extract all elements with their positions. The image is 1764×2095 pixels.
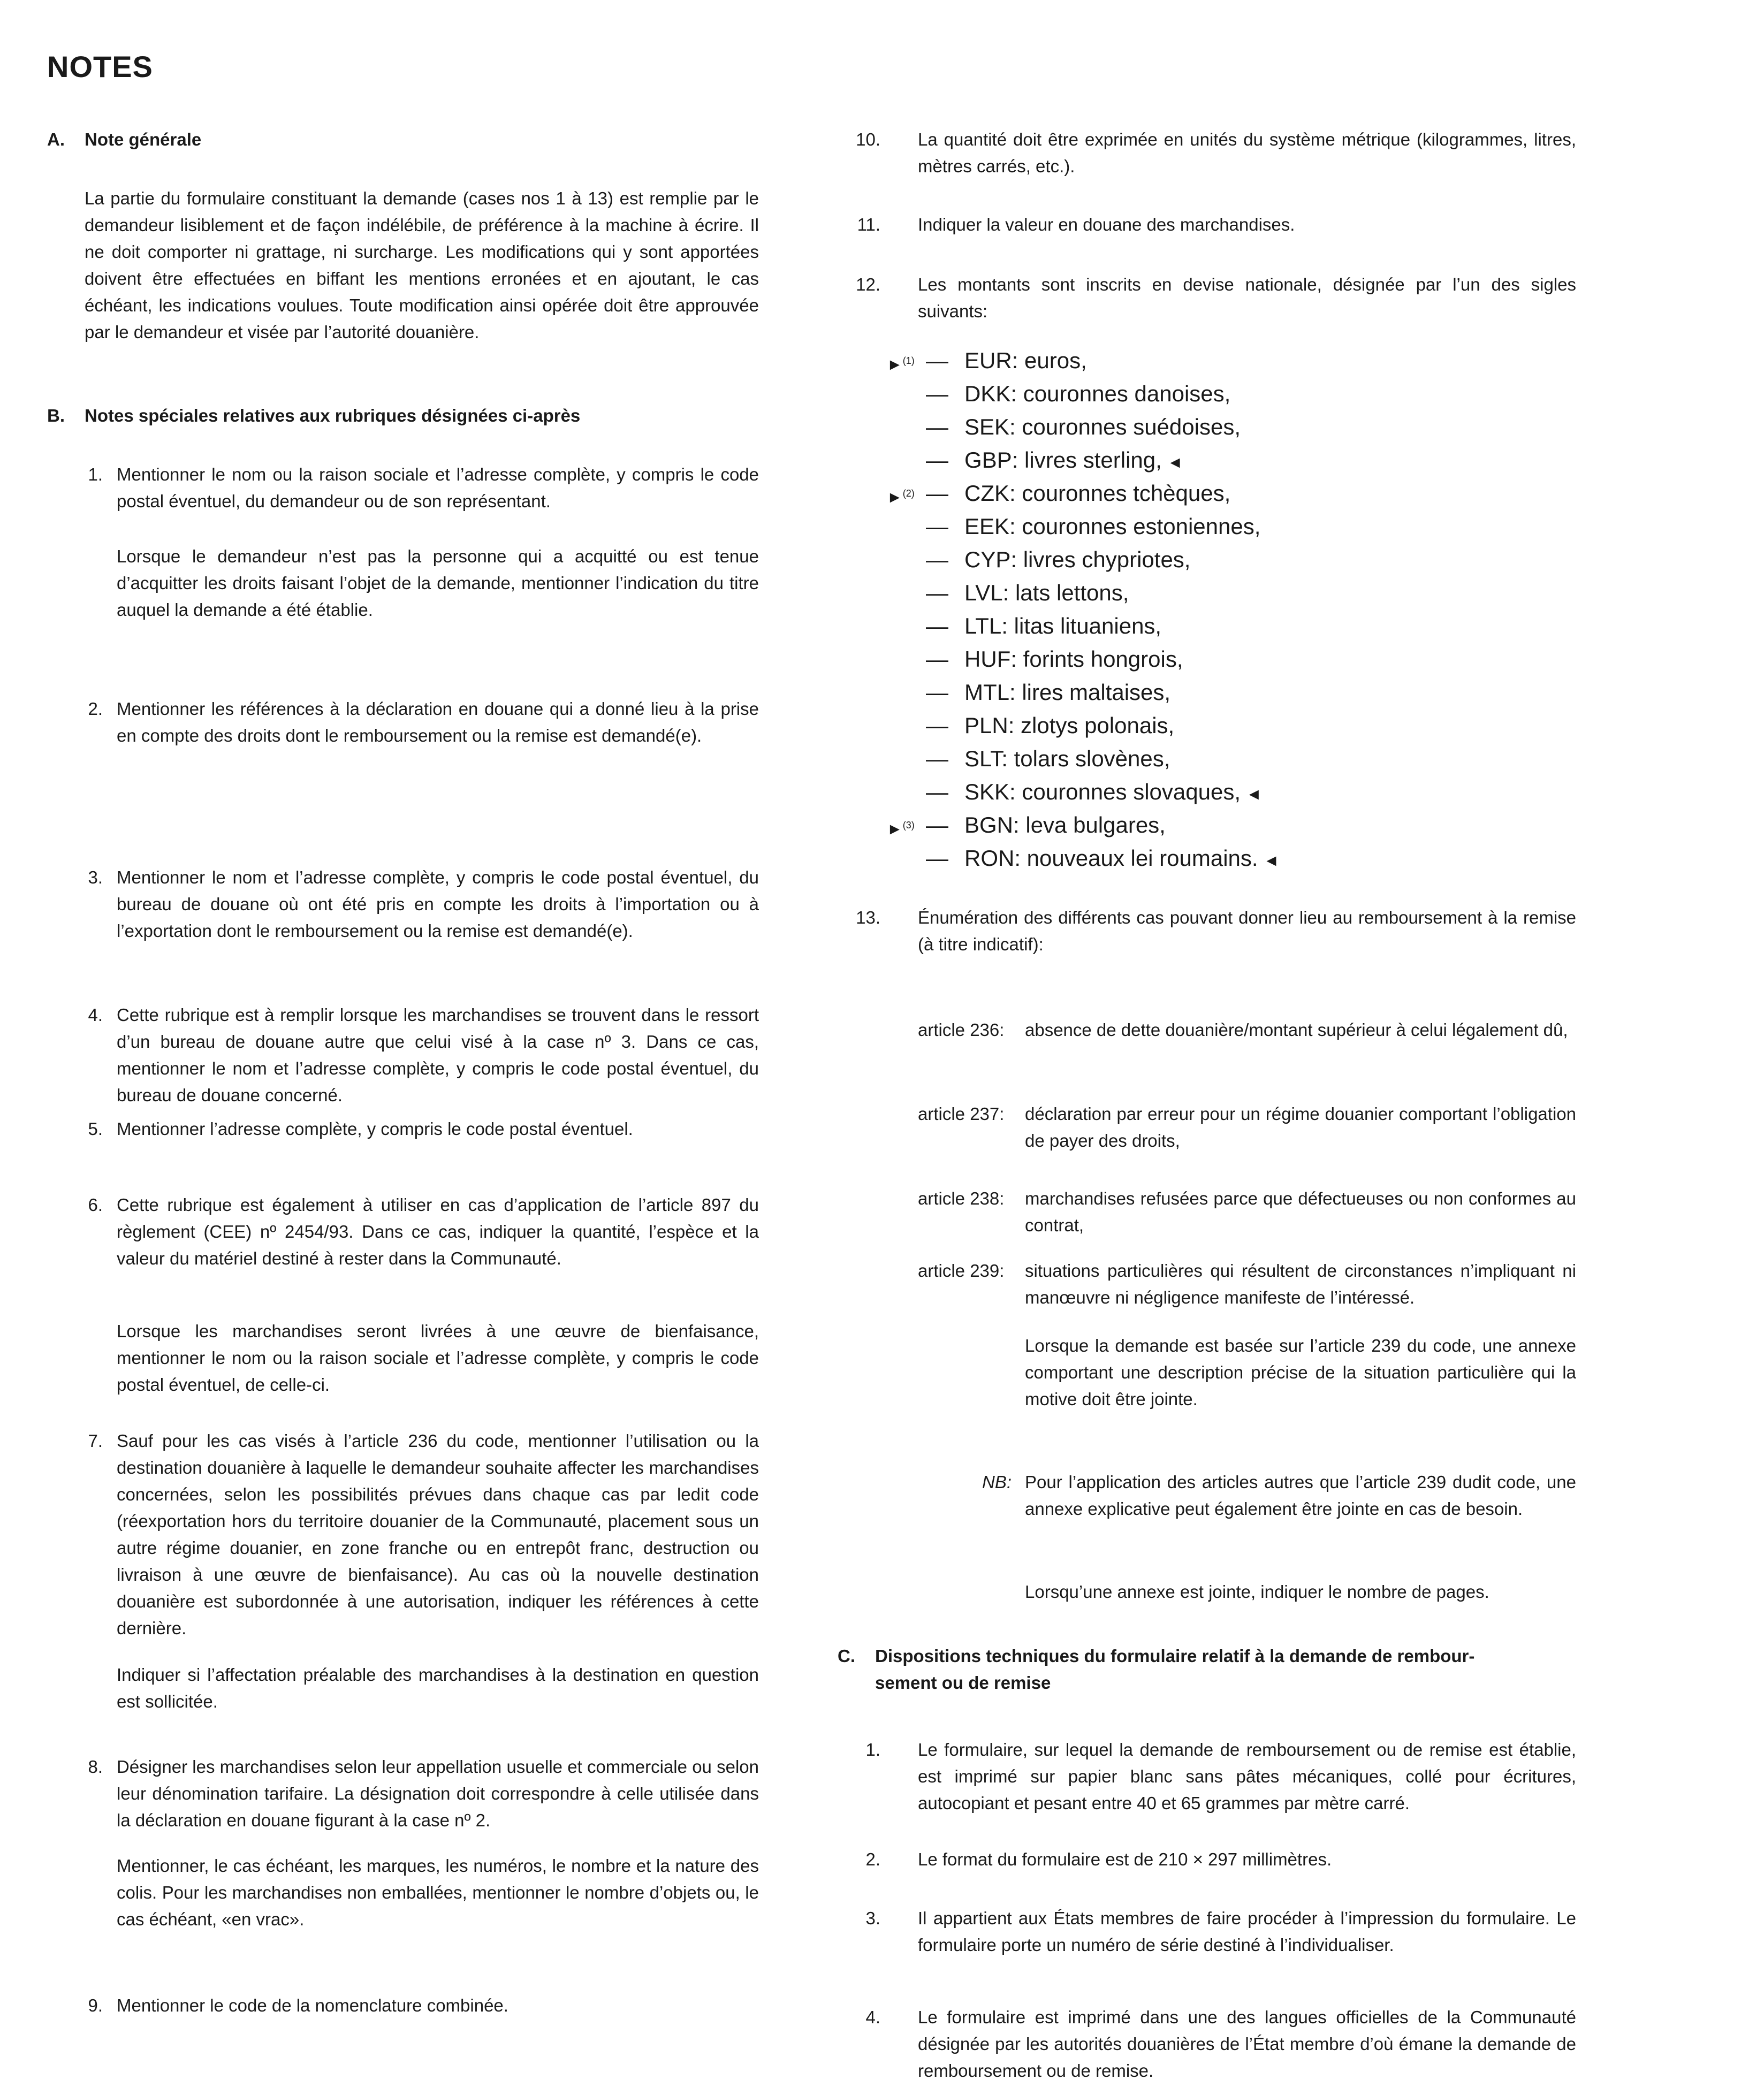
note-9-number: 9. bbox=[88, 1995, 103, 2015]
marker-footnote-ref: (3) bbox=[902, 820, 915, 831]
article-239-text: situations particulières qui résultent de circonstances n’impliquant ni manœuvre ni négligence manifeste de l’intéressé. bbox=[1025, 1261, 1576, 1307]
currency-dash: — bbox=[926, 812, 948, 837]
marker-footnote-ref: (2) bbox=[902, 488, 915, 499]
note-6-text: Cette rubrique est également à utiliser en cas d’application de l’article 897 du règlement (CEE) nº 2454/93. Dans ce cas, indiquer la quantité, l’espèce et la valeur du matériel destiné à rester dans la Communauté. bbox=[117, 1195, 759, 1268]
currency-dash: — bbox=[926, 580, 948, 605]
nb-text-2: Lorsqu’une annexe est jointe, indiquer le nombre de pages. bbox=[1025, 1582, 1489, 1602]
note-9-text: Mentionner le code de la nomenclature combinée. bbox=[117, 1995, 508, 2015]
section-a-text: La partie du formulaire constituant la demande (cases nos 1 à 13) est remplie par le demandeur lisiblement et de façon indélébile, de préférence à la machine à écrire. Il ne doit comporter ni grattage, ni surcharge. Les modifications qui y sont apportées doivent être effectuées en biffant les mentions erronées et en ajoutant, le cas échéant, les indications voulues. Toute modification ainsi opérée doit être approuvée par le demandeur et visée par l’autorité douanière. bbox=[85, 188, 759, 342]
article-237-label: article 237: bbox=[918, 1104, 1005, 1124]
currency-dash: — bbox=[926, 845, 948, 871]
note-8-number: 8. bbox=[88, 1757, 103, 1777]
currency-code: EEK: bbox=[964, 514, 1016, 539]
currency-item bbox=[926, 477, 1230, 510]
tech-1-text: Le formulaire, sur lequel la demande de remboursement ou de remise est établie, est imprimé sur papier blanc sans pâtes mécaniques, collé pour écritures, autocopiant et pesant entre 40 et 65 grammes par mètre carré. bbox=[918, 1740, 1576, 1813]
section-b-title: Notes spéciales relatives aux rubriques désignées ci-après bbox=[85, 406, 581, 425]
note-2-text: Mentionner les références à la déclaration en douane qui a donné lieu à la prise en compte des droits dont le remboursement ou la remise est demandé(e). bbox=[117, 699, 759, 745]
article-239-text-2: Lorsque la demande est basée sur l’article 239 du code, une annexe comportant une description précise de la situation particulière qui la motive doit être jointe. bbox=[1025, 1336, 1576, 1409]
nb-text: Pour l’application des articles autres que l’article 239 dudit code, une annexe explicative peut également être jointe en cas de besoin. bbox=[1025, 1472, 1576, 1519]
currency-item bbox=[926, 377, 1230, 410]
nb-label: NB: bbox=[982, 1472, 1012, 1492]
currency-code: RON: bbox=[964, 845, 1021, 871]
currency-dash: — bbox=[926, 547, 948, 572]
currency-code: SKK: bbox=[964, 779, 1016, 804]
note-12-number: 12. bbox=[856, 275, 880, 294]
note-1-text-2: Lorsque le demandeur n’est pas la personne qui a acquitté ou est tenue d’acquitter les droits faisant l’objet de la demande, mentionner l’indication du titre auquel la demande a été établie. bbox=[117, 546, 759, 620]
currency-dash: — bbox=[926, 613, 948, 638]
currency-item bbox=[926, 842, 1279, 878]
currency-item bbox=[926, 410, 1241, 444]
currency-code: PLN: bbox=[964, 713, 1015, 738]
note-7-number: 7. bbox=[88, 1431, 103, 1451]
note-4-number: 4. bbox=[88, 1005, 103, 1025]
article-237-text: déclaration par erreur pour un régime douanier comportant l’obligation de payer des droits, bbox=[1025, 1104, 1576, 1151]
note-7-text-2: Indiquer si l’affectation préalable des marchandises à la destination en question est sollicitée. bbox=[117, 1665, 759, 1711]
article-236-text: absence de dette douanière/montant supérieur à celui légalement dû, bbox=[1025, 1020, 1568, 1040]
note-12-text: Les montants sont inscrits en devise nationale, désignée par l’un des sigles suivants: bbox=[918, 275, 1576, 321]
amendment-end-marker-icon: ◄ bbox=[1246, 786, 1262, 803]
currency-dash: — bbox=[926, 646, 948, 672]
marker-arrow-icon: ► bbox=[887, 356, 903, 374]
currency-name: lires maltaises, bbox=[1022, 680, 1171, 705]
currency-name: lats lettons, bbox=[1015, 580, 1129, 605]
currency-dash: — bbox=[926, 414, 948, 439]
tech-2-text: Le format du formulaire est de 210 × 297 millimètres. bbox=[918, 1849, 1332, 1869]
marker-arrow-icon: ► bbox=[887, 820, 903, 838]
currency-item bbox=[926, 610, 1161, 643]
currency-item bbox=[926, 543, 1190, 576]
article-238-label: article 238: bbox=[918, 1189, 1005, 1208]
note-6-text-2: Lorsque les marchandises seront livrées à une œuvre de bienfaisance, mentionner le nom ou la raison sociale et l’adresse complète, y compris le code postal éventuel, de celle-ci. bbox=[117, 1321, 759, 1395]
currency-dash: — bbox=[926, 514, 948, 539]
currency-code: DKK: bbox=[964, 381, 1017, 406]
note-2-number: 2. bbox=[88, 699, 103, 719]
currency-code: EUR: bbox=[964, 348, 1018, 373]
article-236-label: article 236: bbox=[918, 1020, 1005, 1040]
amendment-marker bbox=[887, 344, 915, 382]
currency-code: LVL: bbox=[964, 580, 1009, 605]
currency-name: couronnes suédoises, bbox=[1022, 414, 1241, 439]
currency-item bbox=[926, 775, 1262, 811]
currency-name: litas lituaniens, bbox=[1014, 613, 1162, 638]
currency-code: SLT: bbox=[964, 746, 1008, 771]
currency-dash: — bbox=[926, 746, 948, 771]
currency-dash: — bbox=[926, 481, 948, 506]
section-a-title: Note générale bbox=[85, 129, 202, 149]
tech-1-number: 1. bbox=[865, 1740, 880, 1759]
section-c-title-line-1: Dispositions techniques du formulaire relatif à la demande de rembour- bbox=[875, 1646, 1475, 1666]
currency-dash: — bbox=[926, 348, 948, 373]
note-7-text: Sauf pour les cas visés à l’article 236 du code, mentionner l’utilisation ou la destination douanière à laquelle le demandeur souhaite affecter les marchandises concernées, selon les possibilités prévues dans chaque cas par ledit code (réexportation hors du territoire douanier de la Communauté, placement sous un autre régime douanier, en zone franche ou en entrepôt franc, destruction ou livraison à une œuvre de bienfaisance). Au cas où la nouvelle destination douanière est subordonnée à une autorisation, indiquer les références à cette dernière. bbox=[117, 1431, 759, 1638]
currency-name: euros, bbox=[1024, 348, 1087, 373]
note-10-text: La quantité doit être exprimée en unités du système métrique (kilogrammes, litres, mètres carrés, etc.). bbox=[918, 129, 1576, 176]
section-c-title-line-2: sement ou de remise bbox=[875, 1673, 1051, 1693]
note-8-text: Désigner les marchandises selon leur appellation usuelle et commerciale ou selon leur dénomination tarifaire. La désignation doit correspondre à celle utilisée dans la déclaration en douane figurant à la case nº 2. bbox=[117, 1757, 759, 1830]
currency-item bbox=[926, 576, 1129, 610]
currency-code: SEK: bbox=[964, 414, 1016, 439]
currency-code: HUF: bbox=[964, 646, 1017, 672]
currency-dash: — bbox=[926, 713, 948, 738]
tech-4-text: Le formulaire est imprimé dans une des langues officielles de la Communauté désignée par les autorités douanières de l’État membre d’où émane la demande de remboursement ou de remise. bbox=[918, 2007, 1576, 2081]
currency-item bbox=[926, 444, 1183, 479]
currency-name: couronnes estoniennes, bbox=[1022, 514, 1261, 539]
currency-name: forints hongrois, bbox=[1023, 646, 1183, 672]
marker-footnote-ref: (1) bbox=[902, 355, 915, 366]
section-c-letter: C. bbox=[838, 1646, 855, 1666]
note-8-text-2: Mentionner, le cas échéant, les marques, les numéros, le nombre et la nature des colis. Pour les marchandises non emballées, mentionner le nombre d’objets ou, le cas échéant, «en vrac». bbox=[117, 1856, 759, 1929]
currency-name: livres chypriotes, bbox=[1023, 547, 1191, 572]
currency-code: BGN: bbox=[964, 812, 1020, 837]
page-title: NOTES bbox=[47, 50, 153, 83]
note-13-text: Énumération des différents cas pouvant donner lieu au remboursement à la remise (à titre indicatif): bbox=[918, 908, 1576, 954]
article-238-text: marchandises refusées parce que défectueuses ou non conformes au contrat, bbox=[1025, 1189, 1576, 1235]
note-5-number: 5. bbox=[88, 1119, 103, 1139]
currency-item bbox=[926, 344, 1087, 377]
currency-name: couronnes tchèques, bbox=[1022, 481, 1231, 506]
marker-arrow-icon: ► bbox=[887, 489, 903, 506]
currency-name: leva bulgares, bbox=[1025, 812, 1166, 837]
tech-2-number: 2. bbox=[865, 1849, 880, 1869]
currency-dash: — bbox=[926, 447, 948, 473]
article-239-label: article 239: bbox=[918, 1261, 1005, 1281]
currency-name: couronnes slovaques, bbox=[1022, 779, 1241, 804]
currency-name: livres sterling, bbox=[1024, 447, 1162, 473]
tech-4-number: 4. bbox=[865, 2007, 880, 2027]
left-column bbox=[47, 0, 759, 2095]
tech-3-text: Il appartient aux États membres de faire procéder à l’impression du formulaire. Le formulaire porte un numéro de série destiné à l’individualiser. bbox=[918, 1908, 1576, 1955]
note-5-text: Mentionner l’adresse complète, y compris le code postal éventuel. bbox=[117, 1119, 633, 1139]
currency-dash: — bbox=[926, 680, 948, 705]
currency-code: MTL: bbox=[964, 680, 1016, 705]
amendment-marker bbox=[887, 809, 915, 846]
currency-item bbox=[926, 709, 1174, 742]
currency-code: CYP: bbox=[964, 547, 1017, 572]
note-11-text: Indiquer la valeur en douane des marchandises. bbox=[918, 215, 1295, 234]
note-3-number: 3. bbox=[88, 867, 103, 887]
currency-item bbox=[926, 643, 1183, 676]
currency-code: CZK: bbox=[964, 481, 1016, 506]
amendment-end-marker-icon: ◄ bbox=[1167, 454, 1183, 471]
note-3-text: Mentionner le nom et l’adresse complète, y compris le code postal éventuel, du bureau de douane où ont été pris en compte les droits à l’importation ou à l’exportation dont le remboursement ou la remise est demandé(e). bbox=[117, 867, 759, 941]
section-a-letter: A. bbox=[47, 129, 65, 149]
currency-dash: — bbox=[926, 779, 948, 804]
note-4-text: Cette rubrique est à remplir lorsque les marchandises se trouvent dans le ressort d’un bureau de douane autre que celui visé à la case nº 3. Dans ce cas, mentionner le nom et l’adresse complète, y compris le code postal éventuel, du bureau de douane concerné. bbox=[117, 1005, 759, 1105]
section-b-letter: B. bbox=[47, 406, 65, 425]
currency-name: tolars slovènes, bbox=[1014, 746, 1170, 771]
note-10-number: 10. bbox=[856, 129, 880, 149]
currency-item bbox=[926, 676, 1170, 709]
note-6-number: 6. bbox=[88, 1195, 103, 1215]
currency-item bbox=[926, 742, 1170, 775]
note-13-number: 13. bbox=[856, 908, 880, 927]
right-column bbox=[838, 0, 1576, 2095]
amendment-end-marker-icon: ◄ bbox=[1263, 852, 1280, 870]
currency-item bbox=[926, 809, 1166, 842]
currency-name: couronnes danoises, bbox=[1023, 381, 1231, 406]
currency-name: zlotys polonais, bbox=[1021, 713, 1175, 738]
amendment-marker bbox=[887, 477, 915, 514]
currency-dash: — bbox=[926, 381, 948, 406]
note-11-number: 11. bbox=[857, 215, 880, 234]
currency-code: LTL: bbox=[964, 613, 1008, 638]
currency-item bbox=[926, 510, 1260, 543]
tech-3-number: 3. bbox=[865, 1908, 880, 1928]
currency-name: nouveaux lei roumains. bbox=[1027, 845, 1258, 871]
note-1-text: Mentionner le nom ou la raison sociale et l’adresse complète, y compris le code postal éventuel, du demandeur ou de son représentant. bbox=[117, 464, 759, 511]
note-1-number: 1. bbox=[88, 464, 103, 484]
currency-code: GBP: bbox=[964, 447, 1018, 473]
